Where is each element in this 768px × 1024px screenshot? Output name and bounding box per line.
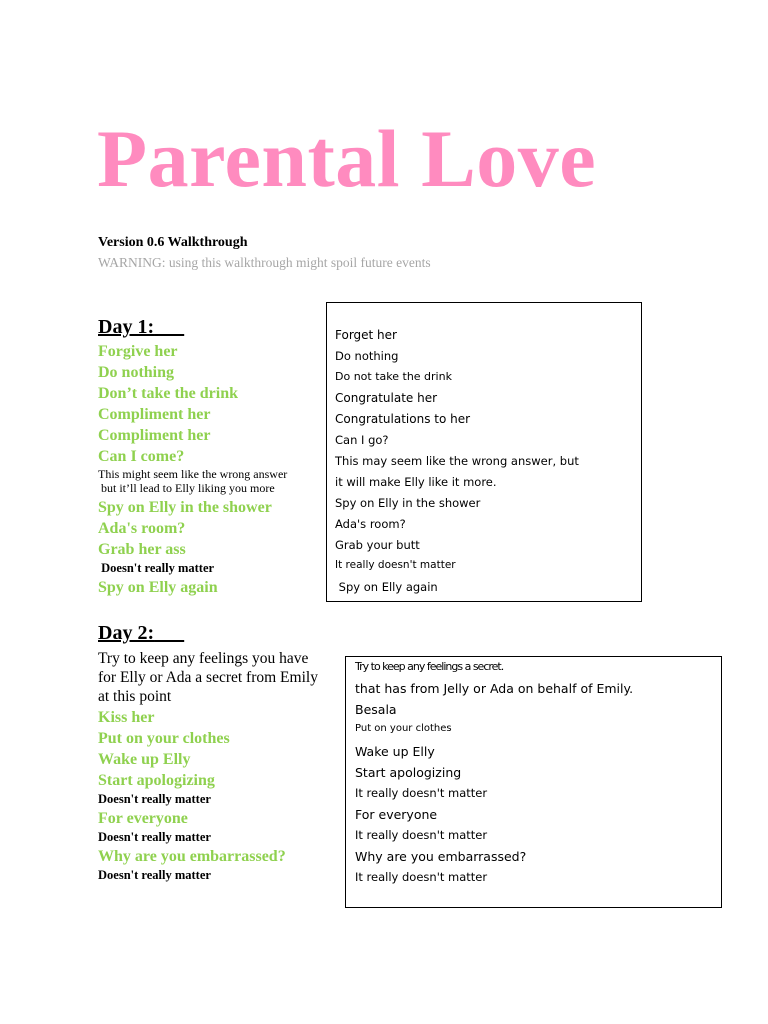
box-line: Wake up Elly (355, 744, 435, 759)
day1-heading (98, 316, 287, 343)
day2-heading (98, 622, 318, 650)
box-line: Do not take the drink (335, 370, 452, 383)
choice: Ada's room? (98, 520, 186, 537)
box-line: This may seem like the wrong answer, but (335, 454, 579, 468)
choice: Do nothing (98, 364, 175, 381)
box-line: It really doesn't matter (335, 559, 456, 571)
instruction: Try to keep any feelings you have (98, 650, 309, 667)
box-line: Do nothing (335, 349, 399, 363)
choice: Wake up Elly (98, 751, 191, 768)
document-title: Parental Love (97, 113, 597, 204)
spoiler-warning: WARNING: using this walkthrough might spoil future events (98, 255, 431, 270)
box-line: Why are you embarrassed? (355, 849, 527, 864)
choice: Put on your clothes (98, 730, 230, 747)
note: Doesn't really matter (98, 830, 211, 844)
box-line: Besala (355, 702, 397, 717)
choice: Compliment her (98, 427, 211, 444)
choice: Kiss her (98, 709, 155, 726)
translation-box-day1 (326, 302, 642, 602)
day1-section (98, 316, 287, 600)
day2-heading-text: Day 2: (98, 622, 155, 644)
box-line: It really doesn't matter (355, 828, 488, 842)
box-line: Spy on Elly in the shower (335, 496, 481, 510)
choice: Spy on Elly again (98, 579, 218, 596)
day2-section (98, 622, 318, 886)
box-line: it will make Elly like it more. (335, 475, 497, 489)
choice: For everyone (98, 810, 188, 827)
choice: Why are you embarrassed? (98, 848, 286, 865)
box-line: Can I go? (335, 433, 389, 447)
box-line: that has from Jelly or Ada on behalf of Emily. (355, 681, 634, 696)
box-line: Congratulations to her (335, 412, 471, 426)
note: This might seem like the wrong answer (98, 467, 288, 481)
box-line: Try to keep any feelings a secret. (355, 660, 504, 673)
day1-heading-text: Day 1: (98, 316, 155, 338)
choice: Spy on Elly in the shower (98, 499, 272, 516)
box-line: It really doesn't matter (355, 786, 488, 800)
box-line: Grab your butt (335, 538, 420, 552)
note: Doesn't really matter (98, 868, 211, 882)
choice: Compliment her (98, 406, 211, 423)
box-line: Congratulate her (335, 391, 438, 405)
box-line: Put on your clothes (355, 723, 452, 734)
note: but it’ll lead to Elly liking you more (98, 481, 275, 495)
choice: Grab her ass (98, 541, 186, 558)
box-line: Forget her (335, 328, 397, 342)
box-line: Spy on Elly again (335, 580, 438, 594)
translation-box-day2 (345, 656, 722, 908)
note: Doesn't really matter (98, 561, 215, 575)
box-line: For everyone (355, 807, 438, 822)
box-line: Ada's room? (335, 517, 406, 531)
choice: Forgive her (98, 343, 178, 360)
instruction: at this point (98, 688, 172, 705)
version-label: Version 0.6 Walkthrough (98, 235, 248, 250)
instruction: for Elly or Ada a secret from Emily (98, 669, 318, 686)
choice: Start apologizing (98, 772, 215, 789)
choice: Don’t take the drink (98, 385, 239, 402)
box-line: Start apologizing (355, 765, 462, 780)
note: Doesn't really matter (98, 792, 211, 806)
box-line: It really doesn't matter (355, 870, 488, 884)
choice: Can I come? (98, 448, 185, 465)
